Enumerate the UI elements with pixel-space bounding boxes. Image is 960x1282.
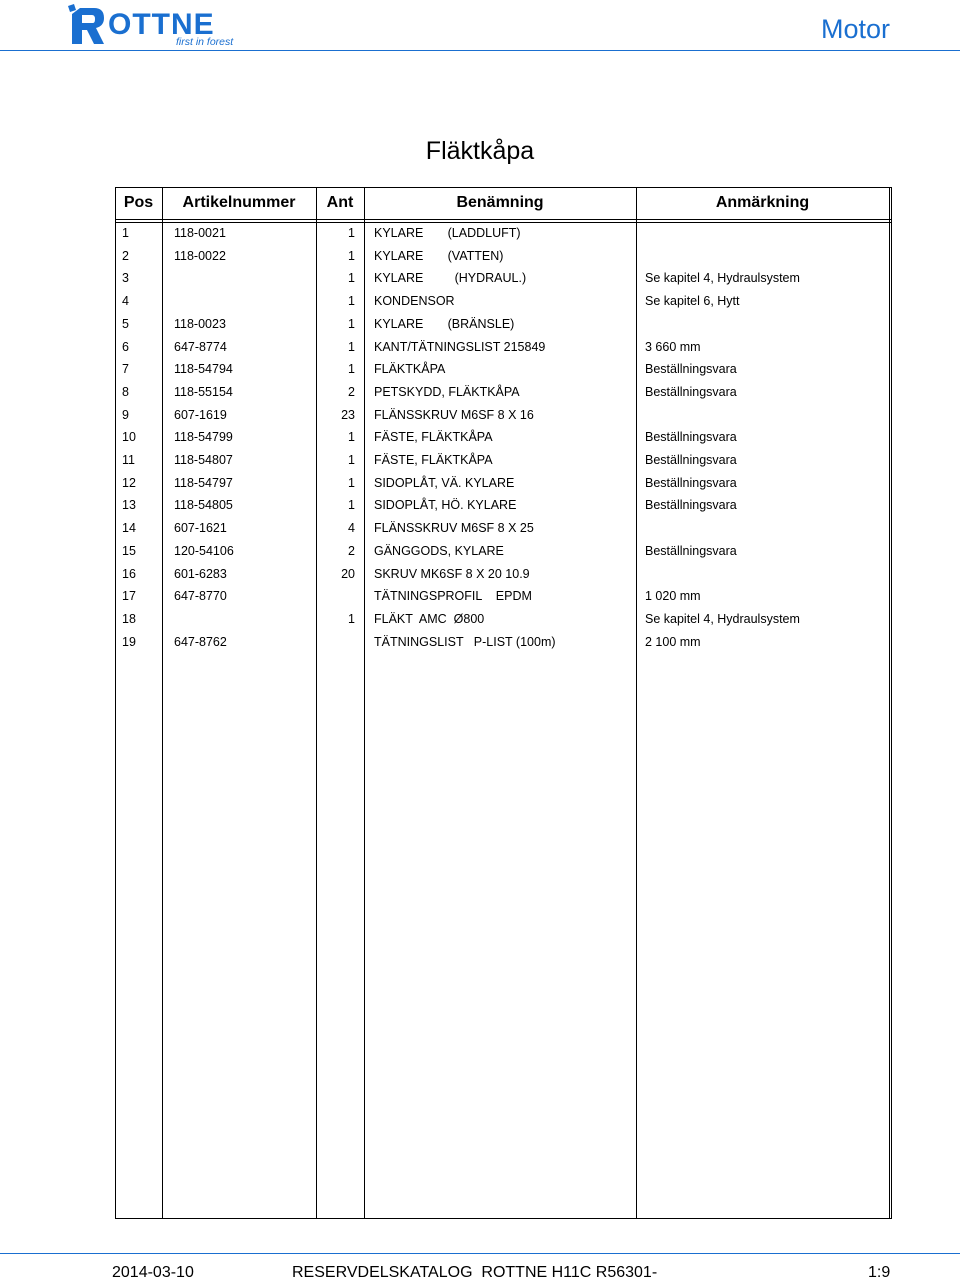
table-row [115,336,892,358]
cell-remark: Beställningsvara [645,543,737,558]
header-pos: Pos [123,194,154,211]
cell-pos: 8 [122,384,129,399]
table-row [115,608,892,630]
cell-article-number: 647-8774 [174,339,227,354]
cell-article-number: 601-6283 [174,566,227,581]
table-row [115,540,892,562]
table-row [115,585,892,607]
section-title: Motor [820,14,890,44]
cell-pos: 13 [122,498,136,513]
table-row [115,404,892,426]
cell-remark: Beställningsvara [645,453,737,467]
cell-article-number: 118-0022 [174,248,226,263]
cell-description: GÄNGGODS, KYLARE [374,543,504,558]
table-row [115,426,892,448]
cell-pos: 12 [122,475,136,490]
table-row [115,449,892,471]
footer-date: 2014-03-10 [112,1264,194,1281]
cell-article-number: 118-54807 [174,453,233,467]
cell-quantity: 2 [348,384,355,399]
header-divider [115,219,892,220]
cell-pos: 4 [122,294,129,309]
cell-article-number: 118-0023 [174,316,226,331]
cell-pos: 15 [122,543,136,558]
cell-remark: Se kapitel 4, Hydraulsystem [645,271,800,286]
cell-remark: Beställningsvara [645,475,737,490]
cell-description: FLÄNSSKRUV M6SF 8 X 16 [374,407,534,422]
table-row [115,245,892,267]
rottne-logo [64,2,274,48]
table-row [115,381,892,403]
cell-description: FÄSTE, FLÄKTKÅPA [374,453,493,467]
cell-pos: 17 [122,589,136,604]
cell-description: SKRUV MK6SF 8 X 20 10.9 [374,566,530,581]
cell-article-number: 647-8770 [174,589,227,604]
cell-remark: Se kapitel 6, Hytt [645,294,740,309]
cell-pos: 7 [122,362,129,377]
cell-article-number: 118-54797 [174,475,233,490]
cell-pos: 9 [122,407,129,422]
cell-quantity: 1 [348,362,355,377]
cell-article-number: 607-1619 [174,407,227,422]
cell-quantity: 20 [341,566,355,581]
cell-description: KYLARE (LADDLUFT) [374,226,521,240]
cell-quantity: 1 [348,430,355,445]
table-header [115,187,892,219]
table-row [115,313,892,335]
cell-pos: 3 [122,271,129,286]
cell-quantity: 1 [348,611,355,626]
cell-description: TÄTNINGSPROFIL EPDM [374,589,532,604]
cell-remark: Beställningsvara [645,498,737,513]
cell-quantity: 1 [348,453,355,467]
cell-pos: 19 [122,634,136,649]
cell-description: KANT/TÄTNINGSLIST 215849 [374,339,546,354]
cell-article-number: 118-54794 [174,362,233,377]
table-row [115,517,892,539]
header-divider [0,50,960,51]
header-article-number: Artikelnummer [182,194,296,211]
cell-remark: Beställningsvara [645,430,737,445]
header-remark: Anmärkning [715,194,810,211]
cell-pos: 18 [122,611,136,626]
cell-article-number: 120-54106 [174,543,234,558]
cell-article-number: 118-55154 [174,384,233,399]
cell-quantity: 1 [348,316,355,331]
cell-remark: 3 660 mm [645,339,701,354]
cell-remark: 1 020 mm [645,589,701,604]
cell-quantity: 1 [348,226,355,240]
cell-quantity: 4 [348,521,355,536]
cell-article-number: 647-8762 [174,634,227,649]
cell-quantity: 1 [348,294,355,309]
cell-pos: 1 [122,226,129,240]
table-row [115,563,892,585]
cell-description: FLÄNSSKRUV M6SF 8 X 25 [374,521,534,536]
cell-pos: 10 [122,430,136,445]
cell-description: TÄTNINGSLIST P-LIST (100m) [374,634,556,649]
cell-description: KYLARE (BRÄNSLE) [374,316,515,331]
header-quantity: Ant [326,194,354,211]
page-header [0,0,960,58]
cell-remark: Se kapitel 4, Hydraulsystem [645,611,800,626]
footer-divider [0,1253,960,1254]
cell-quantity: 23 [341,407,355,422]
page-title: Fläktkåpa [425,137,535,165]
header-description: Benämning [456,194,544,211]
cell-quantity: 1 [348,339,355,354]
cell-quantity: 1 [348,248,355,263]
cell-pos: 14 [122,521,136,536]
cell-description: KONDENSOR [374,294,455,309]
cell-article-number: 607-1621 [174,521,227,536]
cell-description: KYLARE (VATTEN) [374,248,504,263]
svg-text:OTTNE: OTTNE [108,8,215,41]
table-row [115,267,892,289]
cell-remark: Beställningsvara [645,362,737,377]
cell-pos: 16 [122,566,136,581]
table-row [115,472,892,494]
cell-pos: 11 [122,453,135,467]
cell-description: SIDOPLÅT, VÄ. KYLARE [374,475,515,490]
cell-description: PETSKYDD, FLÄKTKÅPA [374,384,520,399]
table-row [115,631,892,653]
cell-description: FÄSTE, FLÄKTKÅPA [374,430,493,445]
cell-pos: 6 [122,339,129,354]
cell-quantity: 1 [348,271,355,286]
cell-quantity: 1 [348,475,355,490]
footer-catalog: RESERVDELSKATALOG ROTTNE H11C R56301- [292,1264,658,1281]
cell-article-number: 118-54805 [174,498,233,513]
svg-text:first in forest: first in forest [176,36,234,48]
cell-description: FLÄKTKÅPA [374,362,446,377]
cell-pos: 5 [122,316,129,331]
cell-description: KYLARE (HYDRAUL.) [374,271,527,286]
cell-quantity: 2 [348,543,355,558]
cell-remark: Beställningsvara [645,384,737,399]
cell-quantity: 1 [348,498,355,513]
table-row [115,358,892,380]
cell-description: FLÄKT AMC Ø800 [374,611,485,626]
cell-article-number: 118-0021 [174,226,226,240]
cell-article-number: 118-54799 [174,430,233,445]
cell-pos: 2 [122,248,129,263]
footer-page: 1:9 [868,1264,891,1281]
table-row [115,222,892,244]
table-row [115,494,892,516]
cell-remark: 2 100 mm [645,634,701,649]
cell-description: SIDOPLÅT, HÖ. KYLARE [374,498,517,513]
table-row [115,290,892,312]
